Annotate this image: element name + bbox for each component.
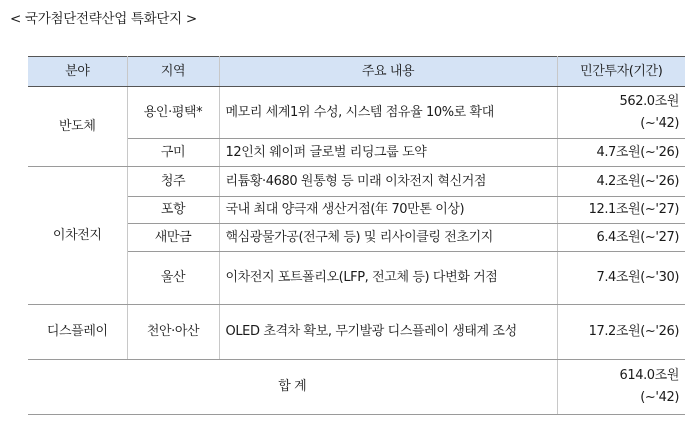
table-row: [28, 252, 685, 305]
header-investment: 민간투자(기간): [557, 57, 685, 87]
investment-cell: 4.2조원(~'26): [557, 167, 685, 197]
table-title: < 국가첨단전략산업 특화단지 >: [10, 11, 197, 27]
table-row: [28, 87, 685, 139]
header-row: [28, 57, 685, 87]
region-cell: 울산: [127, 252, 219, 305]
content-cell: OLED 초격차 확보, 무기발광 디스플레이 생태계 조성: [219, 305, 557, 360]
table-row: [28, 305, 685, 360]
region-cell: 용인·평택*: [127, 87, 219, 139]
investment-cell: [557, 87, 685, 139]
field-cell: 이차전지: [28, 167, 127, 305]
total-row: [28, 360, 685, 415]
region-cell: 천안·아산: [127, 305, 219, 360]
field-cell: 반도체: [28, 87, 127, 167]
content-cell: 국내 최대 양극재 생산거점(年 70만톤 이상): [219, 197, 557, 224]
table-row: [28, 197, 685, 224]
content-cell: 메모리 세계1위 수성, 시스템 점유율 10%로 확대: [219, 87, 557, 139]
table-row: [28, 224, 685, 252]
field-cell: 디스플레이: [28, 305, 127, 360]
total-investment-amount: 614.0조원: [619, 368, 679, 383]
specialized-complex-table: [28, 56, 685, 415]
content-cell: 이차전지 포트폴리오(LFP, 전고체 등) 다변화 거점: [219, 252, 557, 305]
content-cell: 12인치 웨이퍼 글로벌 리딩그룹 도약: [219, 139, 557, 167]
investment-cell: 6.4조원(~'27): [557, 224, 685, 252]
region-cell: 포항: [127, 197, 219, 224]
header-field: 분야: [28, 57, 127, 87]
total-label: 합 계: [28, 360, 557, 415]
content-cell: 핵심광물가공(전구체 등) 및 리사이클링 전초기지: [219, 224, 557, 252]
investment-cell: 4.7조원(~'26): [557, 139, 685, 167]
content-cell: 리튬황·4680 원통형 등 미래 이차전지 혁신거점: [219, 167, 557, 197]
table-row: [28, 139, 685, 167]
region-cell: 구미: [127, 139, 219, 167]
investment-cell: 17.2조원(~'26): [557, 305, 685, 360]
table-row: [28, 167, 685, 197]
investment-cell: 7.4조원(~'30): [557, 252, 685, 305]
region-cell: 새만금: [127, 224, 219, 252]
investment-period: (~'42): [640, 115, 679, 131]
header-content: 주요 내용: [219, 57, 557, 87]
header-region: 지역: [127, 57, 219, 87]
investment-cell: 12.1조원(~'27): [557, 197, 685, 224]
region-cell: 청주: [127, 167, 219, 197]
total-investment-period: (~'42): [640, 390, 679, 405]
total-investment-cell: [557, 360, 685, 415]
investment-amount: 562.0조원: [619, 93, 679, 109]
